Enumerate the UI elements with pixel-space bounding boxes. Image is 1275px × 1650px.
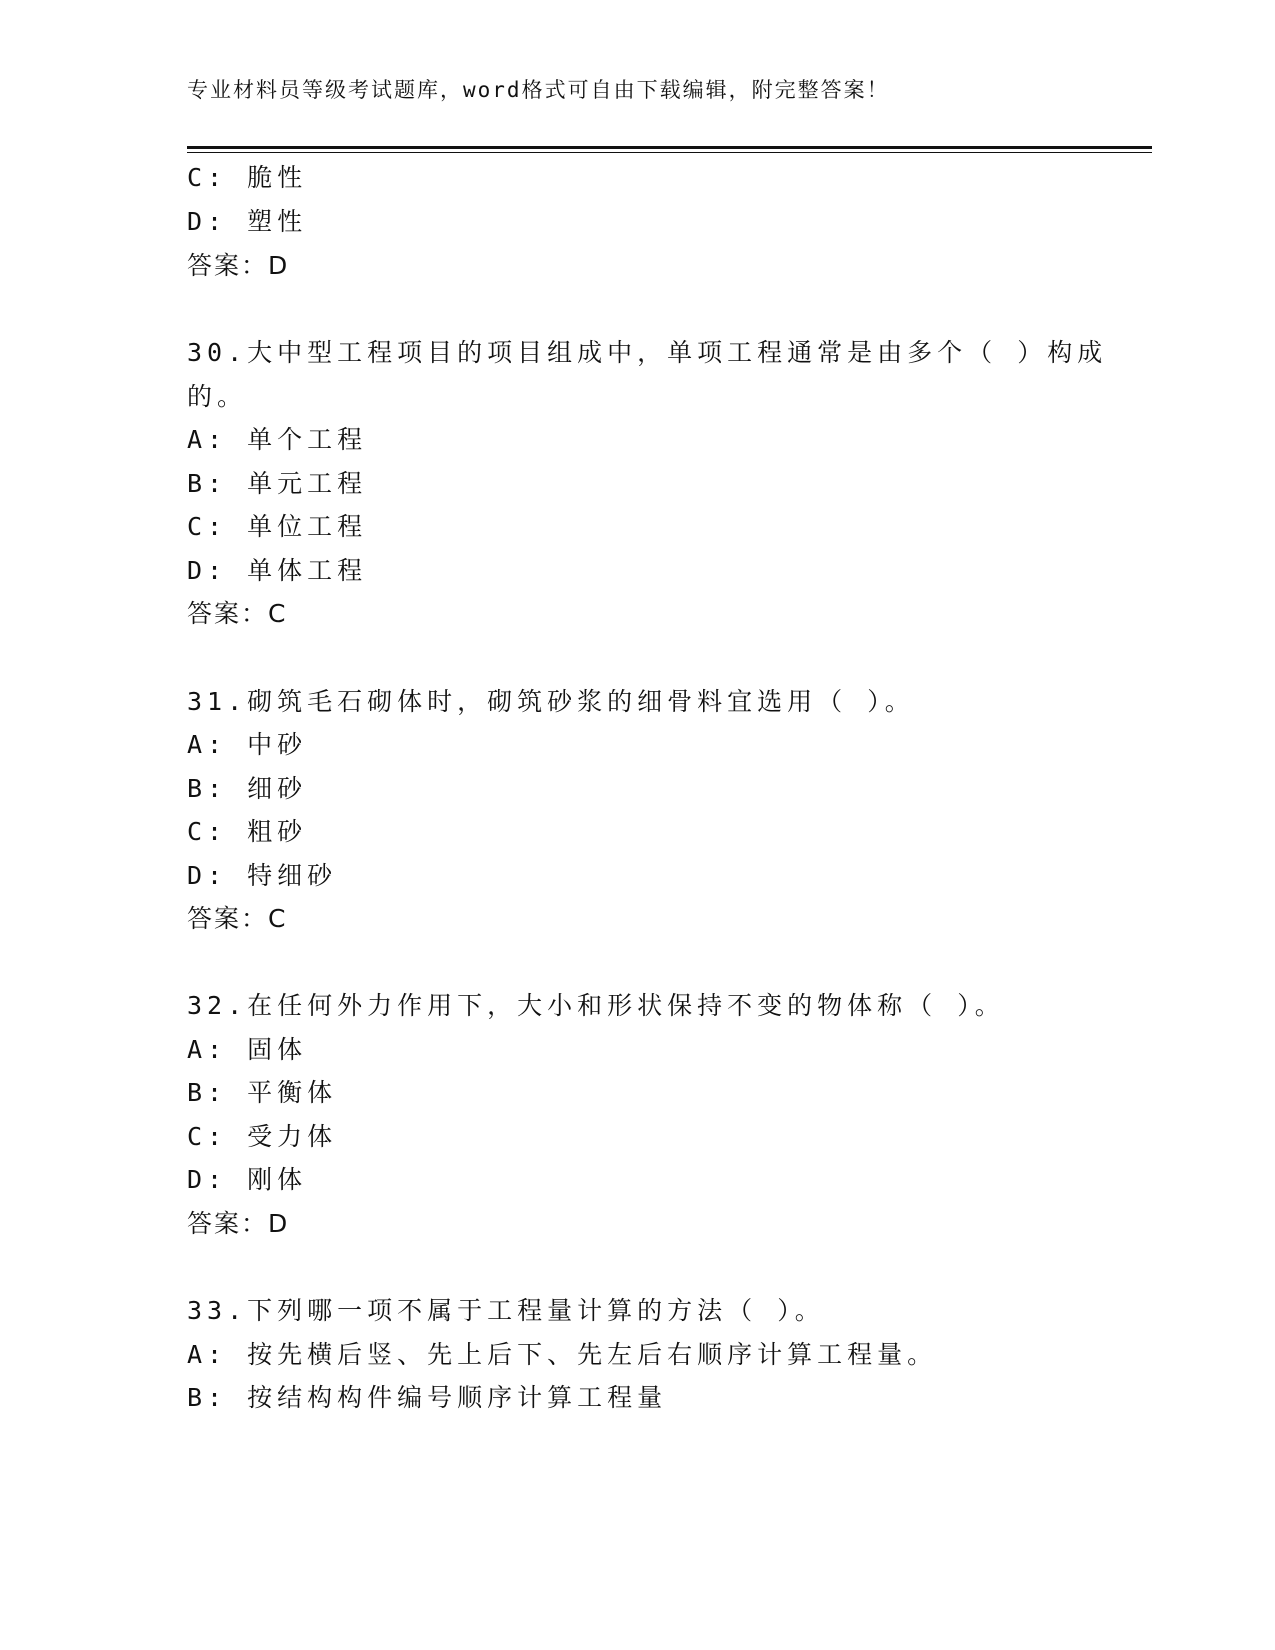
option-text: 单位工程 [247, 512, 368, 541]
option-text: 平衡体 [247, 1078, 338, 1107]
option-a [187, 424, 367, 456]
option-label: C: [187, 817, 228, 846]
option-label: A: [187, 1035, 228, 1064]
answer-line: 答案：C [187, 599, 288, 628]
header-rule-thin [187, 152, 1152, 153]
option-text: 细砂 [247, 774, 308, 803]
option-label: A: [187, 425, 228, 454]
option-label: C: [187, 1122, 228, 1151]
option-text: 受力体 [247, 1122, 338, 1151]
option-label: C: [187, 163, 228, 192]
option-text: 中砂 [247, 730, 308, 759]
question-stem: 31.砌筑毛石砌体时，砌筑砂浆的细骨料宜选用（ ）。 [187, 687, 915, 716]
option-text: 单元工程 [247, 469, 368, 498]
option-text: 单个工程 [247, 425, 368, 454]
question-stem-continued: 的。 [187, 382, 248, 411]
option-b [187, 1382, 667, 1414]
answer-line: 答案：C [187, 904, 288, 933]
page-header: 专业材料员等级考试题库，word格式可自由下载编辑，附完整答案！ [187, 78, 890, 102]
option-a [187, 1034, 307, 1066]
option-b [187, 1077, 337, 1109]
option-text: 刚体 [247, 1165, 308, 1194]
option-d [187, 206, 307, 238]
option-c [187, 1121, 337, 1153]
option-d [187, 555, 367, 587]
option-b [187, 468, 367, 500]
option-b [187, 773, 307, 805]
question-stem: 32.在任何外力作用下，大小和形状保持不变的物体称（ ）。 [187, 991, 1005, 1020]
option-text: 特细砂 [247, 861, 338, 890]
option-label: D: [187, 556, 228, 585]
option-label: B: [187, 774, 228, 803]
question-stem: 33.下列哪一项不属于工程量计算的方法（ ）。 [187, 1296, 825, 1325]
option-c [187, 162, 307, 194]
option-label: B: [187, 1383, 228, 1412]
option-label: A: [187, 730, 228, 759]
option-text: 按结构构件编号顺序计算工程量 [247, 1383, 668, 1412]
option-a [187, 1339, 937, 1371]
option-text: 单体工程 [247, 556, 368, 585]
option-label: D: [187, 207, 228, 236]
option-d [187, 1164, 307, 1196]
option-label: B: [187, 1078, 228, 1107]
option-d [187, 860, 337, 892]
option-text: 塑性 [247, 207, 308, 236]
answer-line: 答案：D [187, 1209, 290, 1238]
option-text: 脆性 [247, 163, 308, 192]
option-text: 固体 [247, 1035, 308, 1064]
option-text: 按先横后竖、先上后下、先左后右顺序计算工程量。 [247, 1340, 938, 1369]
option-a [187, 729, 307, 761]
option-label: B: [187, 469, 228, 498]
option-label: D: [187, 1165, 228, 1194]
question-stem: 30.大中型工程项目的项目组成中，单项工程通常是由多个（ ）构成 [187, 338, 1108, 367]
header-rule-thick [187, 146, 1152, 149]
option-c [187, 511, 367, 543]
option-text: 粗砂 [247, 817, 308, 846]
option-c [187, 816, 307, 848]
answer-line: 答案：D [187, 251, 290, 280]
option-label: A: [187, 1340, 228, 1369]
option-label: C: [187, 512, 228, 541]
option-label: D: [187, 861, 228, 890]
